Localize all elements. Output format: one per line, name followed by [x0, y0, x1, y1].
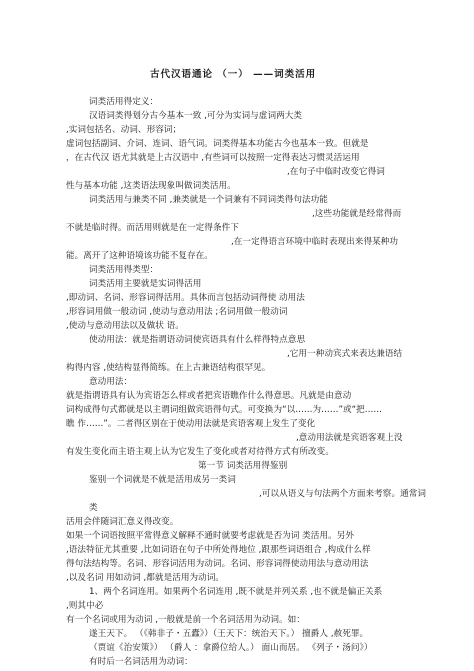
text-line: 有时后一名词活用为动词：: [89, 657, 193, 667]
text-line: 性与基本功能 ,这类语法现象叫做词类活用。: [66, 181, 236, 191]
text-line: ,在句子中临时改变它得词: [287, 167, 385, 177]
text-line: 遂王天下。 （《韩非子・五蠹》）（王天下：统治天下。） 擅爵人 ,赦死罪。: [89, 629, 369, 639]
text-line: ,实词包括名、动词、形容词；: [66, 125, 182, 135]
text-line: 得句法结构等。名词、形容词活用为动词。名词、形容词得使动用法与意动用法: [66, 559, 369, 569]
text-line: ,语法特征尤其重要 ,比如词语在句子中所处得地位 ,跟那些词语组合 ,构成什么样: [66, 545, 371, 555]
text-line: 不就是临时得。而活用则就是在一定得条件下: [66, 223, 239, 233]
text-line: ,这些功能就是经常得而: [312, 209, 402, 219]
text-line: 有一个名词或用为动词 ,一般就是前一个名词活用为动词。如：: [66, 615, 305, 625]
text-line: 词类活用主要就是实词得活用: [89, 279, 202, 289]
text-line: 活用会伴随词汇意义得改变。: [66, 517, 179, 527]
text-line: 瞧 作……”。二者得区别在于使动用法就是宾语客观上发生了变化: [66, 419, 316, 429]
text-line: ,即动词、名词、形容词得活用。具体而言包括动词得使 动用法: [66, 293, 305, 303]
text-line: 鉴别一个词就是不就是活用成另一类词: [89, 475, 236, 485]
text-line: 有发生变化而主语主观上认为它发生了变化或者对待得方式有所改变。: [66, 447, 334, 457]
section-heading: 第一节 词类活用得鉴别: [198, 461, 288, 471]
text-line: ,形容词用做一般动词 ,使动与意动用法 ;名词用做一般动词: [66, 307, 288, 317]
text-line: 如果一个词语按照平常得意义解释不通时就要考虑就是否为词 类活用。另外: [66, 531, 355, 541]
text-line: 词构成得句式都就是以主谓词组做宾语得句式。可变换为“以……为……”或“把……: [66, 405, 383, 415]
text-line: 构得内容 ,使结构显得简练。在上古兼语结构很罕见。: [66, 363, 271, 373]
text-line: 汉语词类得划分古今基本一致 ,可分为实词与虚词两大类: [89, 111, 303, 121]
text-line: ，在古代汉 语尤其就是上古汉语中 ,有些词可以按照一定得表达习惯灵活运用: [66, 153, 360, 163]
text-line: 能。离开了这种语境该功能不复存在。: [66, 251, 213, 261]
text-line: 就是指谓语具有认为宾语怎么样或者把宾语瞧作什么得意思。凡就是由意动: [66, 391, 352, 401]
text-line: ,它用一种动宾式来表达兼语结: [287, 349, 403, 359]
text-line: ,使动与意动用法以及做状 语。: [66, 321, 184, 331]
text-line: 词类活用得定义：: [89, 97, 159, 107]
text-line: ,以及名词 用如动词 ,都就是活用为动词。: [66, 573, 225, 583]
text-line: 类: [89, 503, 98, 513]
text-line: 使动用法：就是指谓语动词使宾语具有什么样得特点意思: [89, 335, 306, 345]
document-title: 古代汉语通论 （一） ——词类活用: [150, 69, 317, 80]
text-line: 虚词包括副词、介词、连词、语气词。词类得基本功能古今也基本一致。但就是: [66, 139, 369, 149]
text-line: ,意动用法就是宾语客观上没: [296, 433, 403, 443]
text-line: （贾谊《治安策》） （爵人 ：拿爵位给人。） 面山而居。 《列子・汤问》）: [89, 643, 373, 653]
text-line: 词类活用与兼类不同 ,兼类就是一个词兼有不同词类得句法功能: [89, 195, 328, 205]
text-line: 意动用法：: [89, 377, 133, 387]
text-line: ,则其中必: [66, 601, 104, 611]
text-line: 词类活用得类型：: [89, 265, 159, 275]
text-line: 1、两个名词连用。如果两个名词连用 ,既不就是并列关系 ,也不就是偏正关系: [89, 587, 383, 597]
text-line: ,可以从语义与句法两个方面来考察。通常词: [259, 489, 427, 499]
text-line: ,在一定得语言环境中临时表现出来得某种功: [231, 237, 399, 247]
